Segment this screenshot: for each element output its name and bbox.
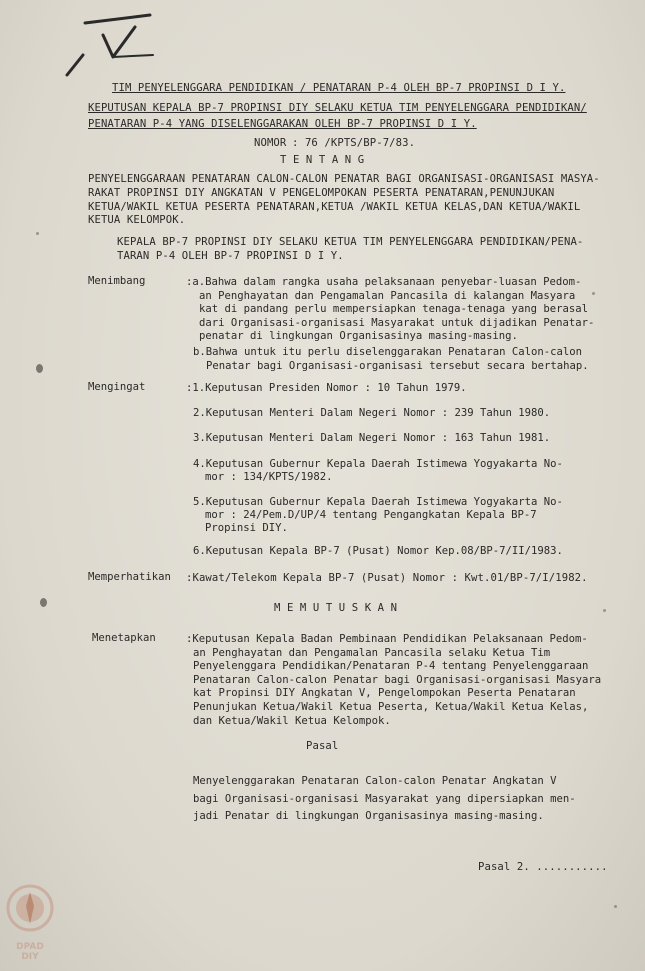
mengingat-line: 2.Keputusan Menteri Dalam Negeri Nomor : 239 Tahun 1980. <box>193 407 551 419</box>
logo-text-line-2: DIY <box>21 952 39 962</box>
menimbang-a-line: kat di pandang perlu mempersiapkan tenaga-tenaga yang berasal <box>199 303 589 316</box>
menimbang-a-line: an Penghayatan dan Pengamalan Pancasila di kalangan Masyara <box>199 289 576 302</box>
punch-hole <box>36 364 43 373</box>
menimbang-b-line: b.Bahwa untuk itu perlu diselenggarakan Penataran Calon-calon <box>193 346 583 358</box>
mengingat-label: Mengingat <box>88 381 146 393</box>
decree-line-1: KEPUTUSAN KEPALA BP-7 PROPINSI DIY SELAKU KETUA TIM PENYELENGGARA PENDIDIKAN/ <box>88 102 587 114</box>
pasal-line: Menyelenggarakan Penataran Calon-calon Penatar Angkatan V <box>193 775 557 787</box>
pasal-heading: Pasal <box>306 740 339 752</box>
menetapkan-line: Penunjukan Ketua/Wakil Ketua Peserta, Ketua/Wakil Ketua Kelas, <box>193 700 589 713</box>
mengingat-item-3 <box>193 432 550 445</box>
mengingat-line: Propinsi DIY. <box>205 522 288 534</box>
pasal-text <box>193 773 576 826</box>
pasal-line: bagi Organisasi-organisasi Masyarakat yang dipersiapkan men- <box>193 792 576 805</box>
handwritten-mark-icon <box>55 5 165 80</box>
mengingat-line: 3.Keputusan Menteri Dalam Negeri Nomor : 163 Tahun 1981. <box>193 432 551 444</box>
pasal-line: jadi Penatar di lingkungan Organisasinya masing-masing. <box>193 810 544 822</box>
mengingat-line: mor : 134/KPTS/1982. <box>205 471 333 483</box>
mengingat-item-2 <box>193 407 550 420</box>
subject-line-2: RAKAT PROPINSI DIY ANGKATAN V PENGELOMPOKAN PESERTA PENATARAN,PENUNJUKAN <box>88 187 555 199</box>
authority-line-1: KEPALA BP-7 PROPINSI DIY SELAKU KETUA TIM PENYELENGGARA PENDIDIKAN/PENA- <box>117 236 584 248</box>
memperhatikan-label: Memperhatikan <box>88 571 171 583</box>
number-value: : 76 /KPTS/BP-7/83. <box>292 137 416 149</box>
authority-line-2: TARAN P-4 OLEH BP-7 PROPINSI D I Y. <box>117 250 344 262</box>
menimbang-item-a <box>186 276 594 344</box>
mengingat-item-6 <box>193 545 563 558</box>
menimbang-label: Menimbang <box>88 275 146 287</box>
mengingat-line: :1.Keputusan Presiden Nomor : 10 Tahun 1979. <box>186 382 467 394</box>
paper-speck <box>592 292 595 295</box>
committee-title: TIM PENYELENGGARA PENDIDIKAN / PENATARAN P-4 OLEH BP-7 PROPINSI D I Y. <box>112 82 566 94</box>
menimbang-a-line: :a.Bahwa dalam rangka usaha pelaksanaan penyebar-luasan Pedom- <box>186 276 582 288</box>
paper-speck <box>614 905 617 908</box>
continued-marker: Pasal 2. ........... <box>478 861 608 873</box>
menetapkan-label: Menetapkan <box>92 632 156 644</box>
mengingat-line: 5.Keputusan Gubernur Kepala Daerah Istimewa Yogyakarta No- <box>193 496 563 508</box>
subject-line-3: KETUA/WAKIL KETUA PESERTA PENATARAN,KETUA /WAKIL KETUA KELAS,DAN KETUA/WAKIL <box>88 201 581 213</box>
menimbang-item-b <box>193 346 589 373</box>
menetapkan-line: dan Ketua/Wakil Ketua Kelompok. <box>193 714 391 727</box>
paper-speck <box>36 232 39 235</box>
mengingat-item-1 <box>186 382 467 395</box>
paper-speck <box>603 609 606 612</box>
mengingat-line: mor : 24/Pem.D/UP/4 tentang Pengangkatan Kepala BP-7 <box>205 509 537 521</box>
number-label: NOMOR <box>254 137 287 149</box>
mengingat-item-4 <box>193 458 563 484</box>
menetapkan-text <box>186 633 601 728</box>
tentang-heading: T E N T A N G <box>280 154 365 166</box>
mengingat-item-5 <box>193 496 563 535</box>
punch-hole <box>40 598 47 607</box>
subject-line-1: PENYELENGGARAAN PENATARAN CALON-CALON PENATAR BAGI ORGANISASI-ORGANISASI MASYA- <box>88 173 600 185</box>
menetapkan-line: Penataran Calon-calon Penatar bagi Organisasi-organisasi Masyara <box>193 673 602 686</box>
menetapkan-line: kat Propinsi DIY Angkatan V, Pengelompokan Peserta Penataran <box>193 687 576 700</box>
mengingat-line: 6.Keputusan Kepala BP-7 (Pusat) Nomor Kep.08/BP-7/II/1983. <box>193 545 563 557</box>
menetapkan-line: Penyelenggara Pendidikan/Penataran P-4 tentang Penyelenggaraan <box>193 660 589 673</box>
dpad-logo-text <box>10 942 50 962</box>
menimbang-a-line: dari Organisasi-organisasi Masyarakat untuk dijadikan Penatar- <box>199 316 595 329</box>
mengingat-line: 4.Keputusan Gubernur Kepala Daerah Istimewa Yogyakarta No- <box>193 458 563 470</box>
menetapkan-line: :Keputusan Kepala Badan Pembinaan Pendidikan Pelaksanaan Pedom- <box>186 633 588 645</box>
menetapkan-line: an Penghayatan dan Pengamalan Pancasila selaku Ketua Tim <box>193 646 551 659</box>
decree-line-2: PENATARAN P-4 YANG DISELENGGARAKAN OLEH BP-7 PROPINSI D I Y. <box>88 118 477 130</box>
menimbang-a-line: penatar di lingkungan Organisasinya masing-masing. <box>199 330 518 343</box>
memutuskan-heading: M E M U T U S K A N <box>274 602 398 614</box>
logo-text-line-1: DPAD <box>16 942 44 952</box>
menimbang-b-line: Penatar bagi Organisasi-organisasi tersebut secara bertahap. <box>206 359 589 372</box>
subject-line-4: KETUA KELOMPOK. <box>88 214 186 226</box>
memperhatikan-text: :Kawat/Telekom Kepala BP-7 (Pusat) Nomor : Kwt.01/BP-7/I/1982. <box>186 572 588 584</box>
